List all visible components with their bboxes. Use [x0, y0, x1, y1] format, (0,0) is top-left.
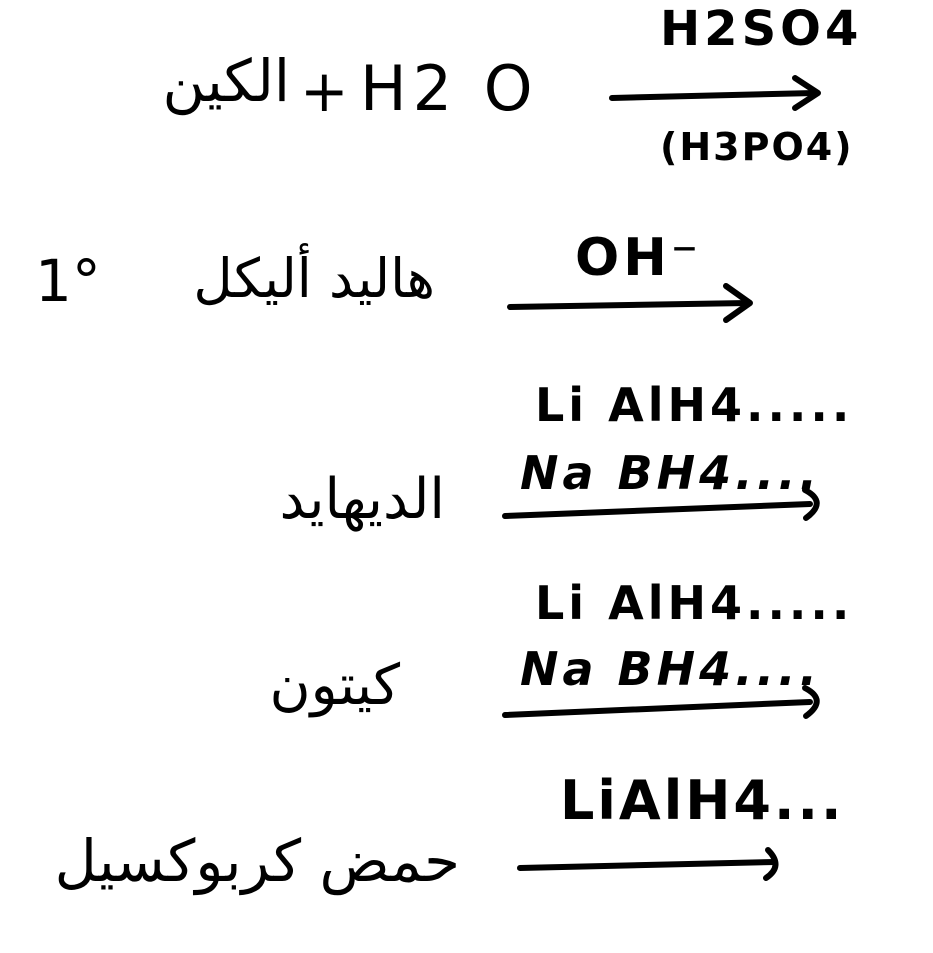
reaction-3-arrow-icon: [0, 378, 933, 548]
reaction-1-reagent-top: H2SO4: [660, 1, 863, 57]
reaction-2-reagent-top: OH⁻: [575, 228, 703, 288]
reaction-5-substrate: حمض كربوكسيل: [54, 827, 460, 895]
reaction-1-water: H2 O: [360, 52, 539, 125]
reaction-1: [0, 0, 933, 190]
reaction-2: [0, 200, 933, 350]
reaction-1-substrate: الكين: [162, 47, 290, 115]
reaction-4-substrate: كيتون: [269, 653, 400, 718]
reaction-1-plus: +: [300, 57, 349, 125]
reaction-5-reagent-top: LiAlH4...: [560, 769, 845, 832]
reaction-1-reagent-bottom: (H3PO4): [660, 125, 854, 169]
reaction-3: [0, 378, 933, 548]
reaction-4-reagent-bottom: Na BH4....: [520, 642, 822, 696]
reaction-5: [0, 760, 933, 950]
reaction-3-substrate: الديهايد: [279, 467, 445, 532]
reaction-2-substrate: هاليد أليكل: [193, 247, 435, 310]
reaction-3-reagent-top: Li AlH4.....: [535, 378, 854, 432]
reaction-5-arrow-icon: [0, 760, 933, 950]
reaction-4-reagent-top: Li AlH4.....: [535, 576, 854, 630]
reaction-2-degree: 1°: [35, 247, 101, 315]
reaction-2-arrow-icon: [0, 200, 933, 350]
reaction-3-reagent-bottom: Na BH4....: [520, 446, 822, 500]
reaction-4-arrow-icon: [0, 572, 933, 732]
reaction-4: [0, 572, 933, 732]
